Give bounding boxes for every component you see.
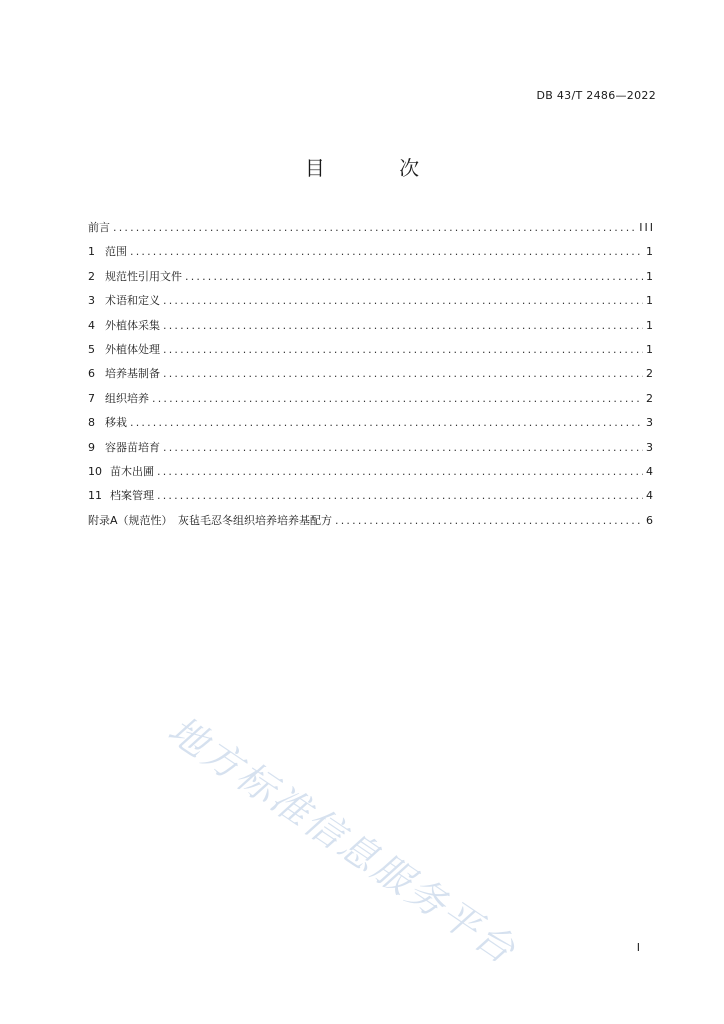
toc-entry-5[interactable] bbox=[88, 341, 655, 365]
toc-leader-dots bbox=[185, 270, 643, 283]
toc-entry-3[interactable] bbox=[88, 292, 655, 316]
toc-label: 附录A（规范性） 灰毡毛忍冬组织培养培养基配方 bbox=[88, 513, 333, 527]
toc-page-number: III bbox=[639, 221, 655, 234]
toc-leader-dots bbox=[157, 489, 643, 502]
toc-label: 容器苗培育 bbox=[105, 440, 160, 454]
toc-label: 外植体采集 bbox=[105, 318, 160, 332]
toc-page-number: 4 bbox=[646, 489, 655, 503]
toc-page-number: 1 bbox=[646, 342, 655, 356]
toc-number: 6 bbox=[88, 367, 95, 381]
toc-leader-dots bbox=[163, 367, 643, 380]
toc-label: 术语和定义 bbox=[105, 294, 160, 308]
toc-entry-9[interactable] bbox=[88, 439, 655, 463]
toc-leader-dots bbox=[163, 319, 643, 332]
toc-label: 档案管理 bbox=[110, 489, 154, 503]
toc-entry-foreword[interactable] bbox=[88, 219, 655, 243]
table-of-contents bbox=[88, 219, 655, 536]
toc-leader-dots bbox=[152, 392, 643, 405]
document-code: DB 43/T 2486—2022 bbox=[536, 89, 656, 102]
toc-number: 8 bbox=[88, 416, 95, 430]
toc-page-number: 1 bbox=[646, 318, 655, 332]
toc-page-number: 1 bbox=[646, 269, 655, 283]
toc-number: 3 bbox=[88, 294, 95, 308]
toc-entry-11[interactable] bbox=[88, 487, 655, 511]
toc-number: 7 bbox=[88, 391, 95, 405]
toc-page-number: 3 bbox=[646, 440, 655, 454]
toc-entry-10[interactable] bbox=[88, 463, 655, 487]
toc-label: 组织培养 bbox=[105, 391, 149, 405]
toc-page-number: 6 bbox=[646, 513, 655, 527]
watermark: 地方标准信息服务平台 bbox=[160, 707, 525, 974]
toc-leader-dots bbox=[130, 416, 643, 429]
toc-entry-7[interactable] bbox=[88, 390, 655, 414]
toc-entry-8[interactable] bbox=[88, 414, 655, 438]
toc-leader-dots bbox=[130, 245, 643, 258]
toc-label: 培养基制备 bbox=[105, 367, 160, 381]
toc-leader-dots bbox=[163, 343, 643, 356]
toc-entry-4[interactable] bbox=[88, 317, 655, 341]
toc-page-number: 4 bbox=[646, 464, 655, 478]
toc-number: 9 bbox=[88, 440, 95, 454]
toc-leader-dots bbox=[163, 294, 643, 307]
toc-leader-dots bbox=[157, 465, 643, 478]
toc-number: 2 bbox=[88, 269, 95, 283]
toc-leader-dots bbox=[335, 514, 643, 527]
toc-number: 1 bbox=[88, 245, 95, 259]
toc-page-number: 1 bbox=[646, 294, 655, 308]
toc-leader-dots bbox=[113, 221, 636, 234]
toc-leader-dots bbox=[163, 441, 643, 454]
toc-label: 规范性引用文件 bbox=[105, 269, 182, 283]
toc-page-number: 2 bbox=[646, 367, 655, 381]
toc-entry-1[interactable] bbox=[88, 243, 655, 267]
toc-entry-2[interactable] bbox=[88, 268, 655, 292]
toc-label: 移栽 bbox=[105, 416, 127, 430]
toc-page-number: 2 bbox=[646, 391, 655, 405]
toc-number: 11 bbox=[88, 489, 102, 503]
toc-entry-6[interactable] bbox=[88, 365, 655, 389]
toc-number: 10 bbox=[88, 464, 102, 478]
toc-entry-appendix-a[interactable] bbox=[88, 512, 655, 536]
page-number: I bbox=[636, 941, 640, 954]
page-title: 目 次 bbox=[304, 156, 454, 180]
toc-number: 5 bbox=[88, 342, 95, 356]
toc-label: 前言 bbox=[88, 221, 110, 234]
toc-page-number: 1 bbox=[646, 245, 655, 259]
toc-label: 外植体处理 bbox=[105, 342, 160, 356]
toc-number: 4 bbox=[88, 318, 95, 332]
toc-page-number: 3 bbox=[646, 416, 655, 430]
toc-label: 范围 bbox=[105, 245, 127, 259]
toc-label: 苗木出圃 bbox=[110, 464, 154, 478]
